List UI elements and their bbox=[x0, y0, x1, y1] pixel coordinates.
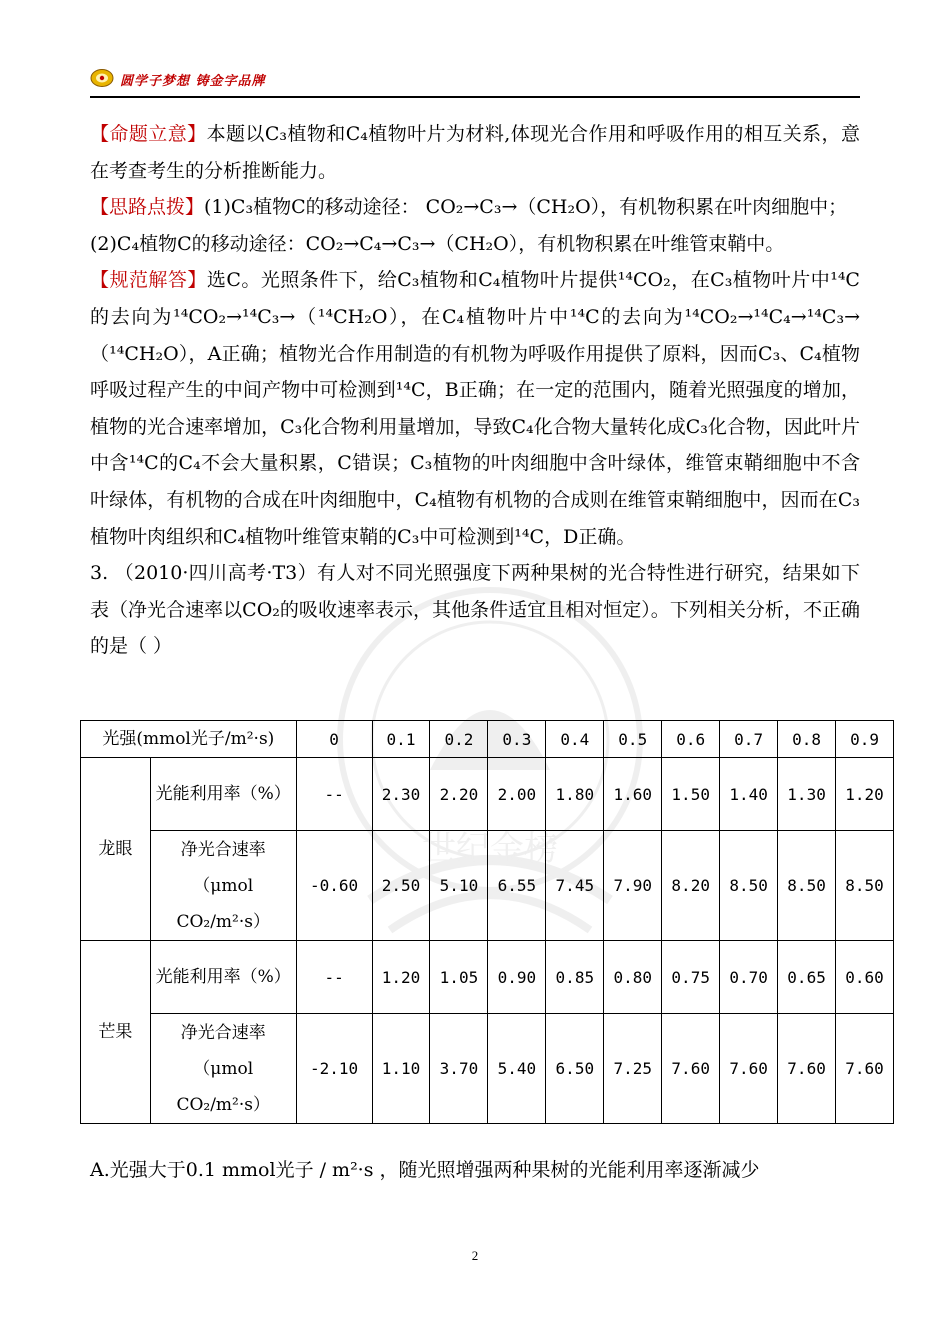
table-row bbox=[81, 1014, 894, 1124]
value-cell: 2.30 bbox=[372, 758, 430, 831]
question-3: 3. （2010·四川高考·T3）有人对不同光照强度下两种果树的光合特性进行研究，结果如下表（净光合速率以CO₂的吸收速率表示，其他条件适宜且相对恒定）。下列相关分析，不正确的是（ ） bbox=[90, 562, 860, 658]
tag-intent: 【命题立意】 bbox=[90, 123, 207, 145]
value-cell: 0.85 bbox=[546, 941, 604, 1014]
option-a: A.光强大于0.1 mmol光子 / m²·s ，随光照增强两种果树的光能利用率逐渐减少 bbox=[90, 1159, 760, 1181]
page-number: 2 bbox=[471, 1248, 479, 1263]
value-cell: 1.20 bbox=[836, 758, 894, 831]
intensity-cell: 0.6 bbox=[662, 721, 720, 758]
value-cell: 2.00 bbox=[488, 758, 546, 831]
value-cell: 1.80 bbox=[546, 758, 604, 831]
row-label: 光能利用率（%） bbox=[150, 941, 296, 1014]
group-mango: 芒果 bbox=[81, 941, 151, 1124]
value-cell: 7.90 bbox=[604, 831, 662, 941]
intent-text: 本题以C₃植物和C₄植物叶片为材料,体现光合作用和呼吸作用的相互关系，意在考查考生的分析推断能力。 bbox=[90, 123, 860, 182]
brand-slogan: 圆学子梦想 铸金字品牌 bbox=[120, 74, 266, 89]
value-cell: -- bbox=[296, 941, 372, 1014]
group-longan: 龙眼 bbox=[81, 758, 151, 941]
value-cell: 1.20 bbox=[372, 941, 430, 1014]
intensity-cell: 0.9 bbox=[836, 721, 894, 758]
value-cell: 6.55 bbox=[488, 831, 546, 941]
value-cell: 6.50 bbox=[546, 1014, 604, 1124]
value-cell: 2.50 bbox=[372, 831, 430, 941]
value-cell: 0.65 bbox=[778, 941, 836, 1014]
answer-text: 选C。光照条件下，给C₃植物和C₄植物叶片提供¹⁴CO₂，在C₃植物叶片中¹⁴C的去向为¹⁴CO₂→¹⁴C₃→（¹⁴CH₂O），在C₄植物叶片中¹⁴C的去向为¹⁴CO₂→¹⁴C₄→¹⁴C₃→（¹⁴CH₂O），A正确；植物光合作用制造的有机物为呼吸作用提供了原料，因而C₃、C₄植物呼吸过程产生的中间产物中可检测到¹⁴C，B正确；在一定的范围内，随着光照强度的增加，植物的光合速率增加，C₃化合物利用量增加，导致C₄化合物大量转化成C₃化合物，因此叶片中含¹⁴C的C₄不会大量积累，C错误；C₃植物的叶肉细胞中含叶绿体，维管束鞘细胞中不含叶绿体，有机物的合成在叶肉细胞中，C₄植物有机物的合成则在维管束鞘细胞中，因而在C₃植物叶肉组织和C₄植物叶维管束鞘的C₃中可检测到¹⁴C，D正确。 bbox=[90, 269, 860, 548]
photosynthesis-table bbox=[80, 720, 894, 1124]
value-cell: 1.50 bbox=[662, 758, 720, 831]
value-cell: 1.60 bbox=[604, 758, 662, 831]
value-cell: 1.40 bbox=[720, 758, 778, 831]
hint-text: (1)C₃植物C的移动途径： CO₂→C₃→（CH₂O），有机物积累在叶肉细胞中； bbox=[204, 196, 848, 219]
tag-hint: 【思路点拨】 bbox=[90, 196, 205, 219]
value-cell: 5.40 bbox=[488, 1014, 546, 1124]
table-row bbox=[81, 758, 894, 831]
intensity-cell: 0.1 bbox=[372, 721, 430, 758]
value-cell: 0.70 bbox=[720, 941, 778, 1014]
table-header-row bbox=[81, 721, 894, 758]
intensity-cell: 0.8 bbox=[778, 721, 836, 758]
value-cell: 1.30 bbox=[778, 758, 836, 831]
intensity-cell: 0.7 bbox=[720, 721, 778, 758]
intensity-cell: 0.5 bbox=[604, 721, 662, 758]
value-cell: 0.60 bbox=[836, 941, 894, 1014]
intensity-cell: 0.4 bbox=[546, 721, 604, 758]
value-cell: -- bbox=[296, 758, 372, 831]
data-table-wrap bbox=[80, 720, 894, 1124]
value-cell: 5.10 bbox=[430, 831, 488, 941]
value-cell: 7.60 bbox=[662, 1014, 720, 1124]
paragraph-hint bbox=[90, 189, 860, 226]
paragraph-c4-path: (2)C₄植物C的移动途径：CO₂→C₄→C₃→（CH₂O），有机物积累在叶维管束鞘中。 bbox=[90, 232, 785, 255]
value-cell: 7.60 bbox=[836, 1014, 894, 1124]
table-row bbox=[81, 831, 894, 941]
value-cell: 1.05 bbox=[430, 941, 488, 1014]
value-cell: 7.60 bbox=[720, 1014, 778, 1124]
value-cell: 7.60 bbox=[778, 1014, 836, 1124]
value-cell: 0.75 bbox=[662, 941, 720, 1014]
value-cell: -2.10 bbox=[296, 1014, 372, 1124]
watermark-text: 世纪金榜 bbox=[422, 829, 558, 869]
intensity-cell: 0 bbox=[296, 721, 372, 758]
intensity-cell: 0.2 bbox=[430, 721, 488, 758]
value-cell: 8.50 bbox=[720, 831, 778, 941]
value-cell: 7.45 bbox=[546, 831, 604, 941]
value-cell: 8.50 bbox=[836, 831, 894, 941]
intensity-cell: 0.3 bbox=[488, 721, 546, 758]
table-row bbox=[81, 941, 894, 1014]
page-header bbox=[90, 66, 860, 98]
main-content bbox=[90, 116, 860, 665]
row-label: 净光合速率（μmol CO₂/m²·s） bbox=[150, 831, 296, 941]
header-light-intensity: 光强(mmol光子/m²·s) bbox=[81, 721, 297, 758]
row-label: 光能利用率（%） bbox=[150, 758, 296, 831]
brand-logo-icon bbox=[90, 68, 114, 88]
row-label: 净光合速率（μmol CO₂/m²·s） bbox=[150, 1014, 296, 1124]
value-cell: 8.50 bbox=[778, 831, 836, 941]
paragraph-answer bbox=[90, 262, 860, 555]
value-cell: -0.60 bbox=[296, 831, 372, 941]
paragraph-intent bbox=[90, 116, 860, 189]
tag-answer: 【规范解答】 bbox=[90, 269, 207, 292]
value-cell: 2.20 bbox=[430, 758, 488, 831]
value-cell: 7.25 bbox=[604, 1014, 662, 1124]
value-cell: 0.90 bbox=[488, 941, 546, 1014]
value-cell: 3.70 bbox=[430, 1014, 488, 1124]
value-cell: 0.80 bbox=[604, 941, 662, 1014]
value-cell: 8.20 bbox=[662, 831, 720, 941]
value-cell: 1.10 bbox=[372, 1014, 430, 1124]
